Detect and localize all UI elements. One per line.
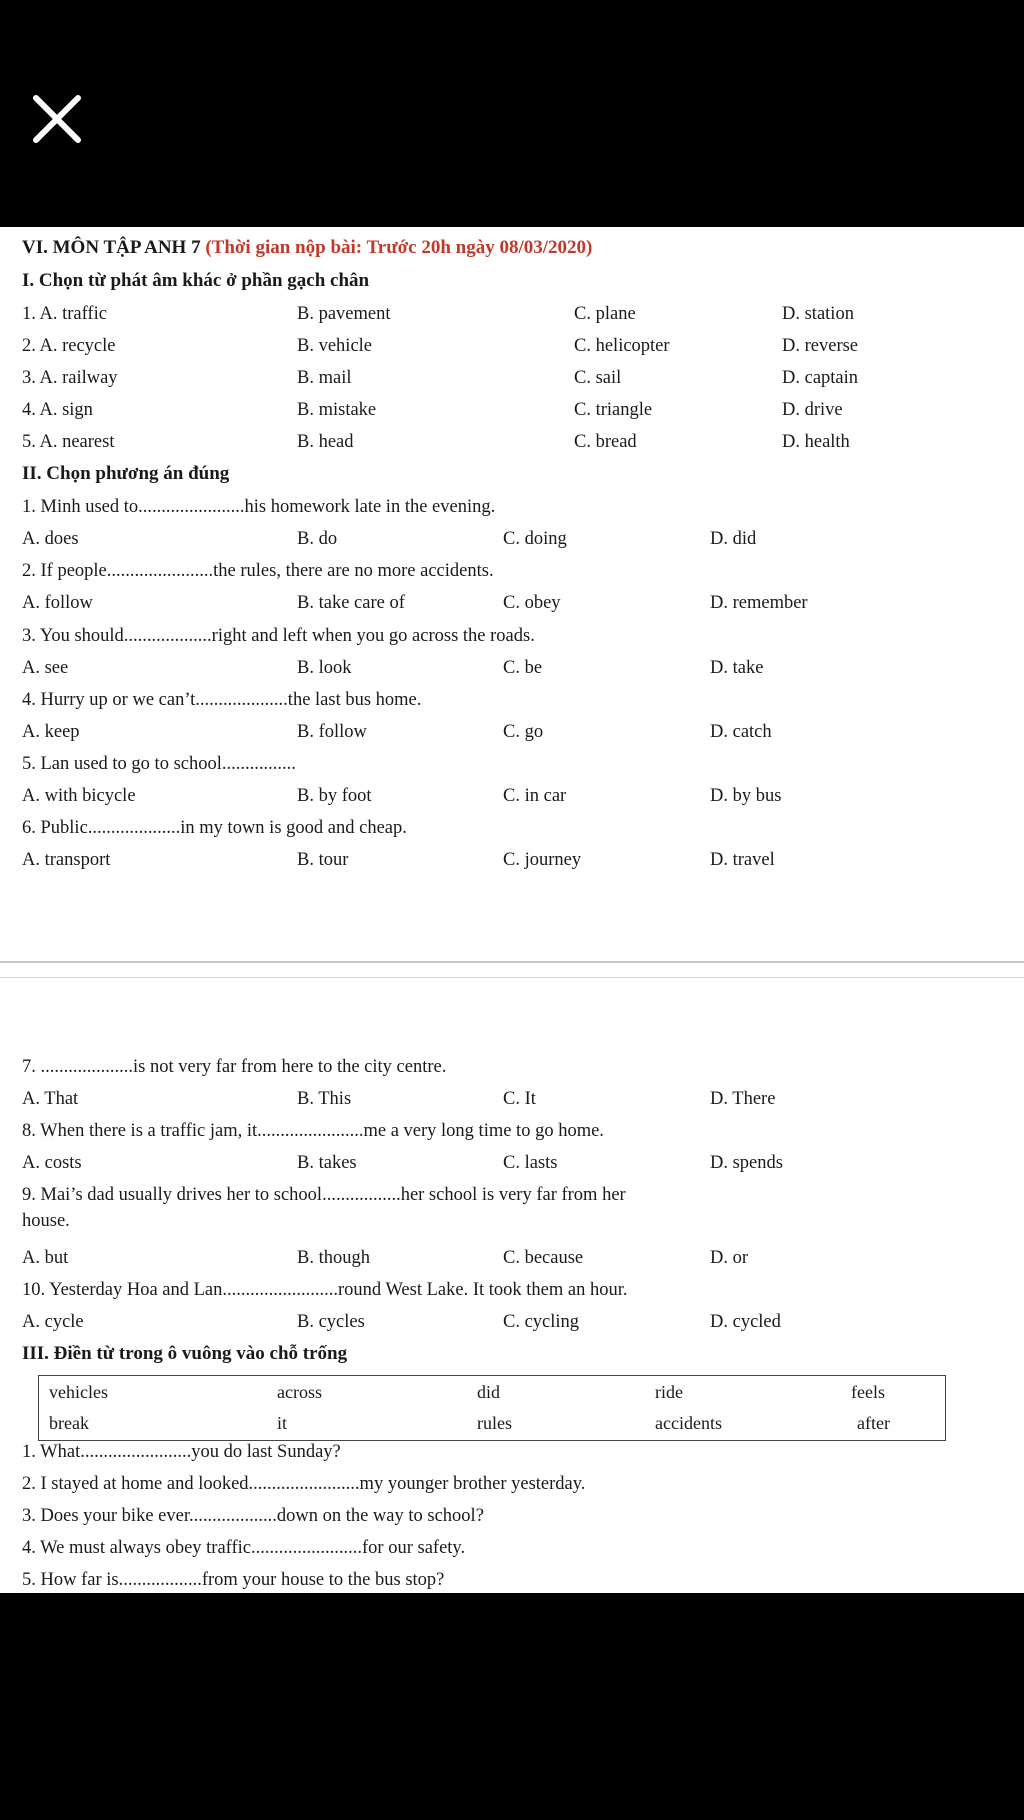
p1-q3-b: B. mail xyxy=(297,368,352,388)
word-box-item: it xyxy=(277,1413,288,1433)
p1-q2-c: C. helicopter xyxy=(574,336,670,356)
document-image xyxy=(0,227,1024,1593)
p2-q3-d: D. take xyxy=(710,658,764,678)
p2-q5-a: A. with bicycle xyxy=(22,786,136,806)
word-box-item: across xyxy=(277,1382,322,1402)
p3-s4: 4. We must always obey traffic........................for our safety. xyxy=(22,1538,466,1558)
p1-q3-d: D. captain xyxy=(782,368,859,388)
p1-q4-b: B. mistake xyxy=(297,400,377,420)
p2-q3-a: A. see xyxy=(22,658,69,678)
p1-q4-c: C. triangle xyxy=(574,400,653,420)
p2-q10: 10. Yesterday Hoa and Lan.........................round West Lake. It took them an hour. xyxy=(22,1280,628,1300)
p1-q1-a: 1. A. traffic xyxy=(22,304,107,324)
p2-q2-c: C. obey xyxy=(503,593,561,613)
word-box-item: vehicles xyxy=(49,1382,108,1402)
p1-q5-c: C. bread xyxy=(574,432,637,452)
p2-q7: 7. ....................is not very far from here to the city centre. xyxy=(22,1057,447,1077)
p1-q2-a: 2. A. recycle xyxy=(22,336,116,356)
p2-q6-d: D. travel xyxy=(710,850,775,870)
p2-q3-c: C. be xyxy=(503,658,543,678)
p1-q4-a: 4. A. sign xyxy=(22,400,93,420)
p2-q8-b: B. takes xyxy=(297,1153,357,1173)
p2-q2-a: A. follow xyxy=(22,593,93,613)
p2-q10-a: A. cycle xyxy=(22,1312,84,1332)
p1-q1-b: B. pavement xyxy=(297,304,391,324)
p2-q6: 6. Public....................in my town is good and cheap. xyxy=(22,818,407,838)
p3-s3: 3. Does your bike ever...................down on the way to school? xyxy=(22,1506,484,1526)
p2-q8-c: C. lasts xyxy=(503,1153,558,1173)
section-1-title: I. Chọn từ phát âm khác ở phần gạch chân xyxy=(22,270,370,291)
p2-q2-d: D. remember xyxy=(710,593,808,613)
p2-q1-b: B. do xyxy=(297,529,338,549)
p2-q1-c: C. doing xyxy=(503,529,567,549)
p2-q5-c: C. in car xyxy=(503,786,567,806)
close-label xyxy=(30,146,31,147)
p2-q7-c: C. It xyxy=(503,1089,536,1109)
p1-q1-c: C. plane xyxy=(574,304,636,324)
word-box-item: rules xyxy=(477,1413,512,1433)
p2-q5-d: D. by bus xyxy=(710,786,782,806)
p2-q9-d: D. or xyxy=(710,1248,749,1268)
section-2-title: II. Chọn phương án đúng xyxy=(22,463,230,484)
p2-q5-b: B. by foot xyxy=(297,786,372,806)
close-button[interactable] xyxy=(30,92,84,146)
page-divider-2 xyxy=(0,977,1024,978)
p1-q1-d: D. station xyxy=(782,304,854,324)
word-box xyxy=(38,1375,946,1441)
p2-q1: 1. Minh used to.......................his homework late in the evening. xyxy=(22,497,496,517)
p2-q9-cont: house. xyxy=(22,1211,70,1231)
p2-q5: 5. Lan used to go to school................ xyxy=(22,754,296,774)
p2-q10-c: C. cycling xyxy=(503,1312,580,1332)
p2-q3: 3. You should...................right and left when you go across the roads. xyxy=(22,626,535,646)
p2-q10-b: B. cycles xyxy=(297,1312,365,1332)
p2-q4-d: D. catch xyxy=(710,722,772,742)
p2-q6-b: B. tour xyxy=(297,850,349,870)
p2-q1-d: D. did xyxy=(710,529,757,549)
p2-q7-b: B. This xyxy=(297,1089,352,1109)
word-box-item: break xyxy=(49,1413,89,1433)
p2-q9-a: A. but xyxy=(22,1248,69,1268)
p2-q4-b: B. follow xyxy=(297,722,367,742)
p2-q7-a: A. That xyxy=(22,1089,79,1109)
title-main: VI. MÔN TẬP ANH 7 xyxy=(22,237,201,258)
p2-q8-a: A. costs xyxy=(22,1153,82,1173)
p2-q10-d: D. cycled xyxy=(710,1312,781,1332)
word-box-item: feels xyxy=(851,1382,885,1402)
word-box-item: after xyxy=(857,1413,890,1433)
p2-q9: 9. Mai’s dad usually drives her to school.................her school is very far from her xyxy=(22,1185,626,1205)
p2-q9-b: B. though xyxy=(297,1248,370,1268)
p1-q5-b: B. head xyxy=(297,432,354,452)
page-divider xyxy=(0,961,1024,963)
p2-q8: 8. When there is a traffic jam, it.......................me a very long time to go home. xyxy=(22,1121,604,1141)
p2-q3-b: B. look xyxy=(297,658,352,678)
p2-q6-c: C. journey xyxy=(503,850,582,870)
p2-q4: 4. Hurry up or we can’t....................the last bus home. xyxy=(22,690,422,710)
p2-q2-b: B. take care of xyxy=(297,593,405,613)
section-3-title: III. Điền từ trong ô vuông vào chỗ trống xyxy=(22,1343,348,1364)
word-box-item: ride xyxy=(655,1382,683,1402)
p3-s1: 1. What........................you do last Sunday? xyxy=(22,1442,341,1462)
p1-q5-d: D. health xyxy=(782,432,850,452)
p2-q4-c: C. go xyxy=(503,722,544,742)
p1-q5-a: 5. A. nearest xyxy=(22,432,115,452)
p1-q3-a: 3. A. railway xyxy=(22,368,118,388)
p1-q3-c: C. sail xyxy=(574,368,622,388)
close-icon xyxy=(30,92,84,146)
p2-q4-a: A. keep xyxy=(22,722,80,742)
p3-s2: 2. I stayed at home and looked........................my younger brother yesterday. xyxy=(22,1474,586,1494)
p1-q2-b: B. vehicle xyxy=(297,336,373,356)
p2-q6-a: A. transport xyxy=(22,850,111,870)
document-title xyxy=(22,237,592,259)
word-box-item: accidents xyxy=(655,1413,722,1433)
word-box-item: did xyxy=(477,1382,501,1402)
p3-s5: 5. How far is..................from your house to the bus stop? xyxy=(22,1570,445,1590)
p2-q8-d: D. spends xyxy=(710,1153,783,1173)
p2-q7-d: D. There xyxy=(710,1089,776,1109)
p1-q2-d: D. reverse xyxy=(782,336,859,356)
p2-q9-c: C. because xyxy=(503,1248,584,1268)
title-deadline-note: (Thời gian nộp bài: Trước 20h ngày 08/03/2020) xyxy=(205,237,593,258)
p1-q4-d: D. drive xyxy=(782,400,843,420)
p2-q2: 2. If people.......................the rules, there are no more accidents. xyxy=(22,561,494,581)
p2-q1-a: A. does xyxy=(22,529,79,549)
